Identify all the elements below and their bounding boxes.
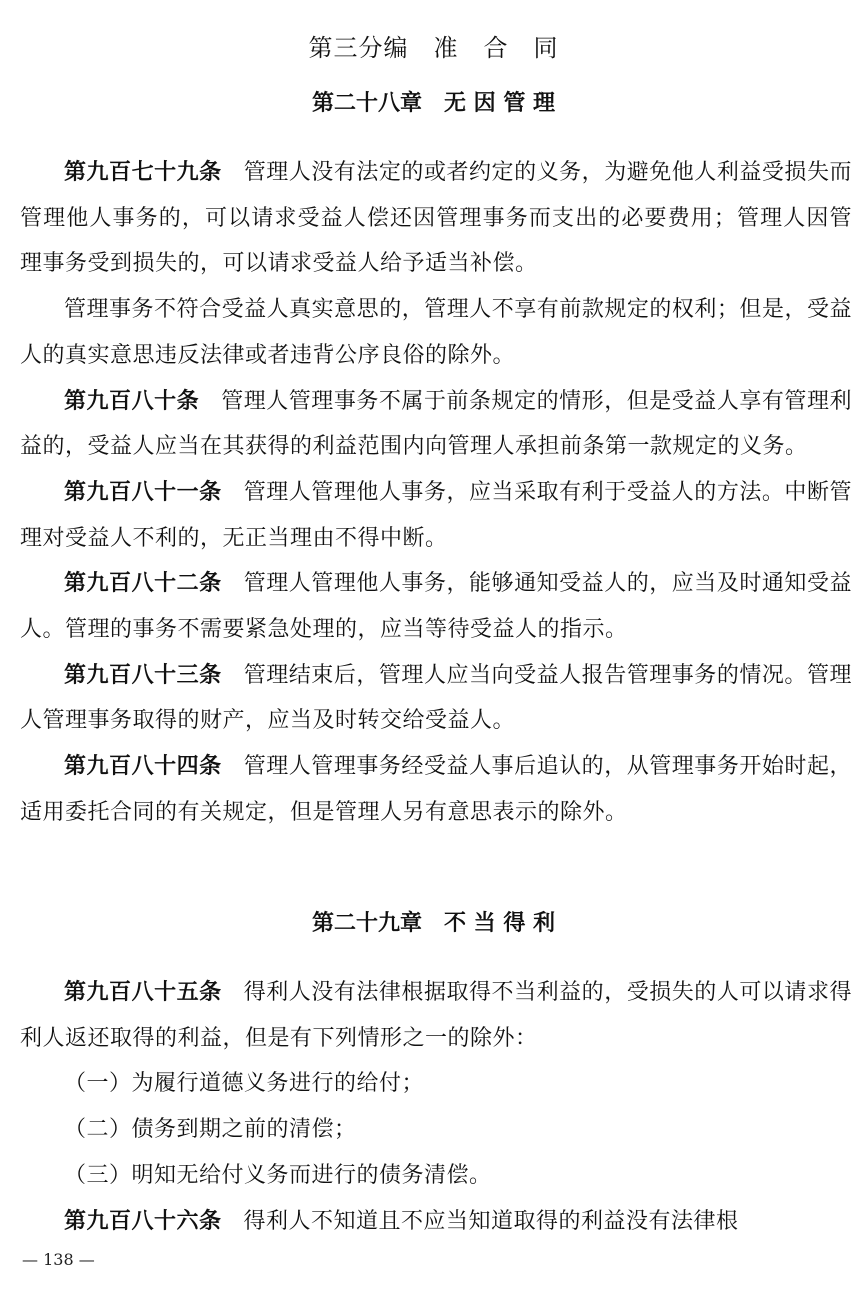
article-text: 管理人管理他人事务，能够通知受益人的，应当及时通知受益人。管理的事务不需要紧急处理的，应当等待受益人的指示。 xyxy=(20,571,852,643)
article-number: 第九百八十二条 xyxy=(64,571,222,597)
article-number: 第九百八十六条 xyxy=(64,1208,222,1234)
article-paragraph xyxy=(20,287,852,378)
list-item xyxy=(20,1061,852,1107)
article-text: 管理人管理事务经受益人事后追认的，从管理事务开始时起，适用委托合同的有关规定，但是管理人另有意思表示的除外。 xyxy=(20,754,852,825)
article-paragraph xyxy=(20,470,852,561)
chapter-body xyxy=(20,970,852,1244)
article-text: 管理人没有法定的或者约定的义务，为避免他人利益受损失而管理他人事务的，可以请求受益人偿还因管理事务而支出的必要费用；管理人因管理事务受到损失的，可以请求受益人给予适当补偿。 xyxy=(20,160,852,277)
article-number: 第九百七十九条 xyxy=(64,160,222,185)
article-paragraph xyxy=(20,653,852,744)
chapter-body xyxy=(20,150,852,836)
page-number: — 138 — xyxy=(22,1250,95,1269)
article-paragraph xyxy=(20,1199,852,1245)
list-item-text: （二）债务到期之前的清偿； xyxy=(64,1117,357,1143)
article-paragraph xyxy=(20,561,852,652)
list-item xyxy=(20,1107,852,1153)
list-item xyxy=(20,1153,852,1199)
article-number: 第九百八十五条 xyxy=(64,980,222,1005)
article-text: 得利人没有法律根据取得不当利益的，受损失的人可以请求得利人返还取得的利益，但是有下列情形之一的除外： xyxy=(20,980,852,1051)
article-paragraph xyxy=(20,150,852,287)
article-text: 管理事务不符合受益人真实意思的，管理人不享有前款规定的权利；但是，受益人的真实意思违反法律或者违背公序良俗的除外。 xyxy=(20,297,852,368)
article-text: 管理结束后，管理人应当向受益人报告管理事务的情况。管理人管理事务取得的财产，应当及时转交给受益人。 xyxy=(20,662,852,734)
article-paragraph xyxy=(20,379,852,470)
chapter-title: 第二十九章 不 当 得 利 xyxy=(312,911,555,936)
article-text: 管理人管理事务不属于前条规定的情形，但是受益人享有管理利益的，受益人应当在其获得的利益范围内向管理人承担前条第一款规定的义务。 xyxy=(20,388,852,460)
article-number: 第九百八十条 xyxy=(64,388,200,414)
article-number: 第九百八十一条 xyxy=(64,479,222,505)
article-text: 得利人不知道且不应当知道取得的利益没有法律根 xyxy=(243,1208,739,1234)
part-title: 第三分编 准 合 同 xyxy=(308,34,559,62)
article-number: 第九百八十四条 xyxy=(64,754,222,780)
article-paragraph xyxy=(20,970,852,1061)
article-paragraph xyxy=(20,744,852,835)
article-number: 第九百八十三条 xyxy=(64,662,222,688)
article-text: 管理人管理他人事务，应当采取有利于受益人的方法。中断管理对受益人不利的，无正当理由不得中断。 xyxy=(20,479,852,551)
list-item-text: （三）明知无给付义务而进行的债务清偿。 xyxy=(64,1162,492,1188)
chapter-title: 第二十八章 无 因 管 理 xyxy=(312,91,555,116)
list-item-text: （一）为履行道德义务进行的给付； xyxy=(64,1071,425,1097)
